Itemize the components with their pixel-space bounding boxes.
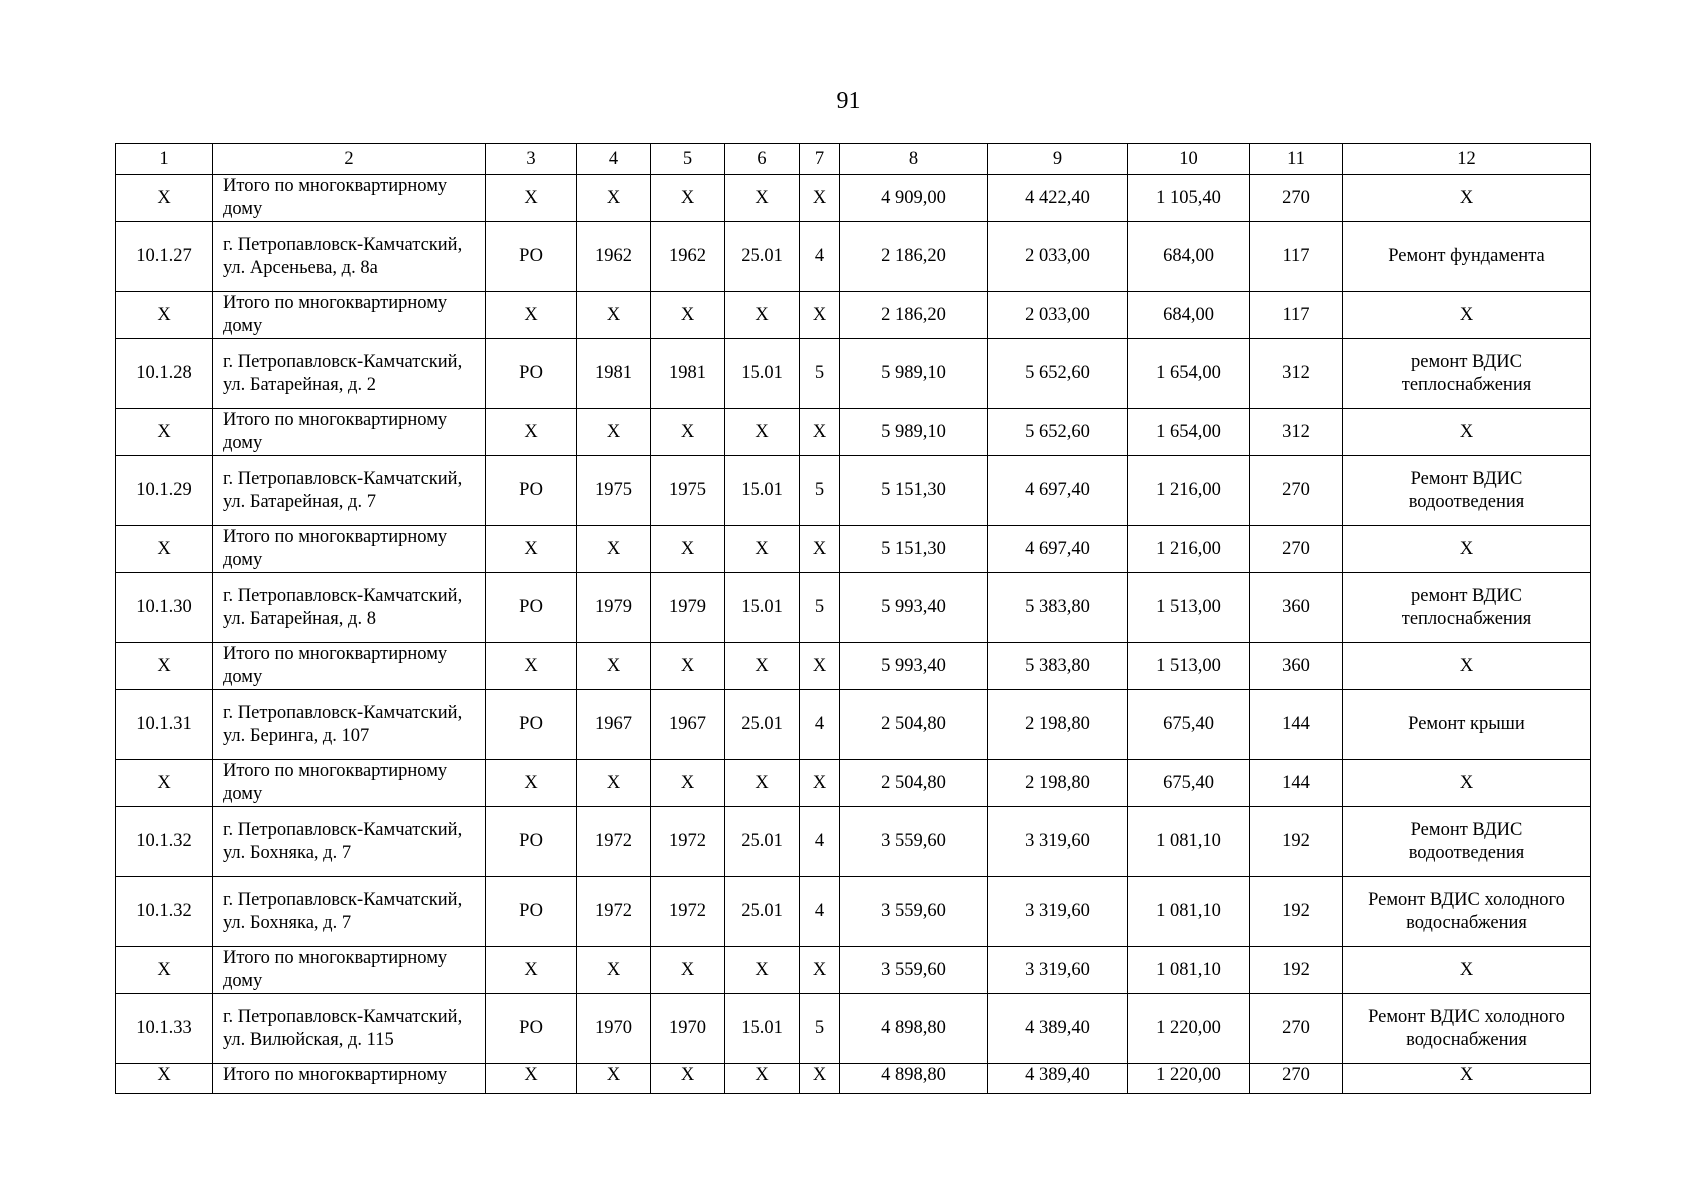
col10-cell: 1 654,00 bbox=[1128, 409, 1250, 456]
col3-cell: X bbox=[486, 526, 577, 573]
col4-cell: X bbox=[577, 760, 651, 807]
col4-cell: X bbox=[577, 947, 651, 994]
col10-cell: 675,40 bbox=[1128, 760, 1250, 807]
col8-cell: 2 504,80 bbox=[840, 760, 988, 807]
repair-type-cell: Ремонт ВДИС холодного водоснабжения bbox=[1343, 994, 1591, 1064]
item-number-cell: X bbox=[116, 175, 213, 222]
col8-cell: 5 151,30 bbox=[840, 526, 988, 573]
col11-cell: 270 bbox=[1250, 456, 1343, 526]
col5-cell: 1975 bbox=[651, 456, 725, 526]
col5-cell: X bbox=[651, 292, 725, 339]
address-cell: г. Петропавловск-Камчатский, ул. Беринга, д. 107 bbox=[213, 690, 486, 760]
col5-cell: X bbox=[651, 1064, 725, 1094]
col6-cell: 15.01 bbox=[725, 994, 800, 1064]
subtotal-row bbox=[116, 1064, 1591, 1094]
col5-cell: 1981 bbox=[651, 339, 725, 409]
col10-cell: 1 216,00 bbox=[1128, 526, 1250, 573]
subtotal-row bbox=[116, 175, 1591, 222]
col7-cell: X bbox=[800, 175, 840, 222]
col11-cell: 312 bbox=[1250, 339, 1343, 409]
subtotal-row bbox=[116, 643, 1591, 690]
column-number-row bbox=[116, 144, 1591, 175]
col6-cell: 25.01 bbox=[725, 690, 800, 760]
col9-cell: 4 389,40 bbox=[988, 994, 1128, 1064]
address-cell bbox=[213, 1064, 486, 1094]
col9-cell: 5 383,80 bbox=[988, 643, 1128, 690]
item-number-cell: X bbox=[116, 526, 213, 573]
column-header-4: 4 bbox=[577, 144, 651, 175]
col9-cell: 2 033,00 bbox=[988, 292, 1128, 339]
repair-type-cell: Ремонт ВДИС водоотведения bbox=[1343, 456, 1591, 526]
column-header-9: 9 bbox=[988, 144, 1128, 175]
col7-cell: 5 bbox=[800, 339, 840, 409]
col7-cell: X bbox=[800, 947, 840, 994]
col10-cell: 675,40 bbox=[1128, 690, 1250, 760]
item-number-cell: X bbox=[116, 409, 213, 456]
col10-cell: 1 220,00 bbox=[1128, 1064, 1250, 1094]
col3-cell: X bbox=[486, 1064, 577, 1094]
col8-cell: 3 559,60 bbox=[840, 877, 988, 947]
col6-cell: X bbox=[725, 175, 800, 222]
col8-cell: 2 504,80 bbox=[840, 690, 988, 760]
col6-cell: X bbox=[725, 643, 800, 690]
subtotal-row bbox=[116, 947, 1591, 994]
col7-cell: 4 bbox=[800, 877, 840, 947]
col9-cell: 3 319,60 bbox=[988, 877, 1128, 947]
building-row bbox=[116, 877, 1591, 947]
address-cell: Итого по многоквартирному дому bbox=[213, 175, 486, 222]
address-cell: г. Петропавловск-Камчатский, ул. Вилюйская, д. 115 bbox=[213, 994, 486, 1064]
building-row bbox=[116, 690, 1591, 760]
col11-cell: 117 bbox=[1250, 292, 1343, 339]
col9-cell: 5 652,60 bbox=[988, 409, 1128, 456]
address-cell: г. Петропавловск-Камчатский, ул. Батарейная, д. 8 bbox=[213, 573, 486, 643]
column-header-10: 10 bbox=[1128, 144, 1250, 175]
col6-cell: 25.01 bbox=[725, 222, 800, 292]
column-header-11: 11 bbox=[1250, 144, 1343, 175]
col9-cell: 5 383,80 bbox=[988, 573, 1128, 643]
item-number-cell: 10.1.32 bbox=[116, 807, 213, 877]
col6-cell: X bbox=[725, 526, 800, 573]
building-row bbox=[116, 339, 1591, 409]
column-header-8: 8 bbox=[840, 144, 988, 175]
col9-cell: 2 198,80 bbox=[988, 760, 1128, 807]
col8-cell: 2 186,20 bbox=[840, 292, 988, 339]
col5-cell: X bbox=[651, 526, 725, 573]
col8-cell: 4 898,80 bbox=[840, 1064, 988, 1094]
col8-cell: 3 559,60 bbox=[840, 947, 988, 994]
col8-cell: 5 993,40 bbox=[840, 573, 988, 643]
col3-cell: РО bbox=[486, 994, 577, 1064]
address-text: Итого по многоквартирному bbox=[223, 1065, 448, 1085]
col5-cell: 1970 bbox=[651, 994, 725, 1064]
address-cell: Итого по многоквартирному дому bbox=[213, 643, 486, 690]
repair-type-cell: Ремонт ВДИС водоотведения bbox=[1343, 807, 1591, 877]
repair-type-cell: Ремонт фундамента bbox=[1343, 222, 1591, 292]
col11-cell: 192 bbox=[1250, 807, 1343, 877]
item-number-cell: X bbox=[116, 760, 213, 807]
col3-cell: РО bbox=[486, 339, 577, 409]
repair-type-cell: X bbox=[1343, 175, 1591, 222]
building-row bbox=[116, 994, 1591, 1064]
col11-cell: 192 bbox=[1250, 877, 1343, 947]
repair-type-cell: X bbox=[1343, 760, 1591, 807]
col5-cell: 1967 bbox=[651, 690, 725, 760]
item-number-cell: 10.1.27 bbox=[116, 222, 213, 292]
col7-cell: X bbox=[800, 1064, 840, 1094]
repair-register-table bbox=[115, 143, 1591, 1094]
item-number-cell: 10.1.30 bbox=[116, 573, 213, 643]
address-cell: г. Петропавловск-Камчатский, ул. Бохняка, д. 7 bbox=[213, 807, 486, 877]
address-cell: г. Петропавловск-Камчатский, ул. Батарейная, д. 7 bbox=[213, 456, 486, 526]
col6-cell: X bbox=[725, 409, 800, 456]
col7-cell: 4 bbox=[800, 690, 840, 760]
col11-cell: 270 bbox=[1250, 175, 1343, 222]
col5-cell: X bbox=[651, 175, 725, 222]
col7-cell: X bbox=[800, 292, 840, 339]
col9-cell: 4 422,40 bbox=[988, 175, 1128, 222]
col3-cell: РО bbox=[486, 807, 577, 877]
col4-cell: 1975 bbox=[577, 456, 651, 526]
col6-cell: X bbox=[725, 292, 800, 339]
column-header-6: 6 bbox=[725, 144, 800, 175]
item-number-cell: X bbox=[116, 1064, 213, 1094]
col9-cell: 3 319,60 bbox=[988, 807, 1128, 877]
column-header-7: 7 bbox=[800, 144, 840, 175]
col10-cell: 1 513,00 bbox=[1128, 643, 1250, 690]
col11-cell: 312 bbox=[1250, 409, 1343, 456]
col5-cell: X bbox=[651, 760, 725, 807]
col3-cell: РО bbox=[486, 573, 577, 643]
item-number-cell: 10.1.28 bbox=[116, 339, 213, 409]
subtotal-row bbox=[116, 526, 1591, 573]
col6-cell: X bbox=[725, 760, 800, 807]
col3-cell: X bbox=[486, 947, 577, 994]
subtotal-row bbox=[116, 292, 1591, 339]
subtotal-row bbox=[116, 409, 1591, 456]
col6-cell: 25.01 bbox=[725, 807, 800, 877]
address-cell: Итого по многоквартирному дому bbox=[213, 409, 486, 456]
col3-cell: X bbox=[486, 292, 577, 339]
col9-cell: 4 697,40 bbox=[988, 526, 1128, 573]
col9-cell: 5 652,60 bbox=[988, 339, 1128, 409]
col7-cell: X bbox=[800, 643, 840, 690]
col11-cell: 360 bbox=[1250, 573, 1343, 643]
col11-cell: 270 bbox=[1250, 994, 1343, 1064]
col4-cell: 1970 bbox=[577, 994, 651, 1064]
col8-cell: 4 898,80 bbox=[840, 994, 988, 1064]
col7-cell: X bbox=[800, 526, 840, 573]
col3-cell: X bbox=[486, 175, 577, 222]
col3-cell: X bbox=[486, 643, 577, 690]
item-number-cell: X bbox=[116, 947, 213, 994]
col5-cell: 1972 bbox=[651, 807, 725, 877]
col6-cell: 15.01 bbox=[725, 456, 800, 526]
col5-cell: X bbox=[651, 947, 725, 994]
item-number-cell: X bbox=[116, 292, 213, 339]
col4-cell: 1979 bbox=[577, 573, 651, 643]
col5-cell: 1962 bbox=[651, 222, 725, 292]
col7-cell: X bbox=[800, 760, 840, 807]
repair-type-cell: X bbox=[1343, 526, 1591, 573]
repair-type-cell: ремонт ВДИС теплоснабжения bbox=[1343, 339, 1591, 409]
repair-type-cell: X bbox=[1343, 409, 1591, 456]
col5-cell: X bbox=[651, 409, 725, 456]
col4-cell: X bbox=[577, 643, 651, 690]
building-row bbox=[116, 573, 1591, 643]
col11-cell: 270 bbox=[1250, 526, 1343, 573]
col3-cell: РО bbox=[486, 222, 577, 292]
col10-cell: 1 081,10 bbox=[1128, 877, 1250, 947]
repair-type-cell: X bbox=[1343, 947, 1591, 994]
item-number-cell: 10.1.32 bbox=[116, 877, 213, 947]
col7-cell: 5 bbox=[800, 456, 840, 526]
col10-cell: 684,00 bbox=[1128, 292, 1250, 339]
col5-cell: 1979 bbox=[651, 573, 725, 643]
col9-cell: 2 033,00 bbox=[988, 222, 1128, 292]
repair-type-cell: Ремонт крыши bbox=[1343, 690, 1591, 760]
col10-cell: 1 216,00 bbox=[1128, 456, 1250, 526]
col6-cell: 25.01 bbox=[725, 877, 800, 947]
col9-cell: 4 697,40 bbox=[988, 456, 1128, 526]
column-header-5: 5 bbox=[651, 144, 725, 175]
col10-cell: 1 654,00 bbox=[1128, 339, 1250, 409]
address-cell: Итого по многоквартирному дому bbox=[213, 526, 486, 573]
col4-cell: X bbox=[577, 409, 651, 456]
address-cell: г. Петропавловск-Камчатский, ул. Арсеньева, д. 8а bbox=[213, 222, 486, 292]
col8-cell: 5 989,10 bbox=[840, 409, 988, 456]
item-number-cell: 10.1.31 bbox=[116, 690, 213, 760]
col8-cell: 5 151,30 bbox=[840, 456, 988, 526]
col3-cell: РО bbox=[486, 456, 577, 526]
col3-cell: X bbox=[486, 409, 577, 456]
column-header-3: 3 bbox=[486, 144, 577, 175]
col11-cell: 360 bbox=[1250, 643, 1343, 690]
col11-cell: 192 bbox=[1250, 947, 1343, 994]
address-cell: г. Петропавловск-Камчатский, ул. Бохняка, д. 7 bbox=[213, 877, 486, 947]
building-row bbox=[116, 807, 1591, 877]
col11-cell: 144 bbox=[1250, 760, 1343, 807]
col11-cell: 117 bbox=[1250, 222, 1343, 292]
col8-cell: 5 989,10 bbox=[840, 339, 988, 409]
col4-cell: X bbox=[577, 292, 651, 339]
address-cell: Итого по многоквартирному дому bbox=[213, 760, 486, 807]
col7-cell: 4 bbox=[800, 807, 840, 877]
col3-cell: X bbox=[486, 760, 577, 807]
item-number-cell: X bbox=[116, 643, 213, 690]
building-row bbox=[116, 222, 1591, 292]
address-cell: Итого по многоквартирному дому bbox=[213, 292, 486, 339]
page-number: 91 bbox=[836, 88, 861, 114]
col11-cell: 270 bbox=[1250, 1064, 1343, 1094]
col8-cell: 4 909,00 bbox=[840, 175, 988, 222]
col4-cell: X bbox=[577, 526, 651, 573]
repair-type-cell: X bbox=[1343, 1064, 1591, 1094]
col4-cell: 1962 bbox=[577, 222, 651, 292]
address-cell: Итого по многоквартирному дому bbox=[213, 947, 486, 994]
col10-cell: 1 105,40 bbox=[1128, 175, 1250, 222]
subtotal-row bbox=[116, 760, 1591, 807]
item-number-cell: 10.1.29 bbox=[116, 456, 213, 526]
col5-cell: X bbox=[651, 643, 725, 690]
col6-cell: 15.01 bbox=[725, 573, 800, 643]
col9-cell: 3 319,60 bbox=[988, 947, 1128, 994]
col4-cell: 1972 bbox=[577, 877, 651, 947]
col8-cell: 3 559,60 bbox=[840, 807, 988, 877]
col3-cell: РО bbox=[486, 877, 577, 947]
repair-type-cell: X bbox=[1343, 292, 1591, 339]
col6-cell: 15.01 bbox=[725, 339, 800, 409]
col4-cell: 1967 bbox=[577, 690, 651, 760]
column-header-2: 2 bbox=[213, 144, 486, 175]
col3-cell: РО bbox=[486, 690, 577, 760]
col10-cell: 1 220,00 bbox=[1128, 994, 1250, 1064]
col4-cell: 1972 bbox=[577, 807, 651, 877]
col5-cell: 1972 bbox=[651, 877, 725, 947]
col4-cell: 1981 bbox=[577, 339, 651, 409]
col4-cell: X bbox=[577, 1064, 651, 1094]
col10-cell: 1 513,00 bbox=[1128, 573, 1250, 643]
col10-cell: 1 081,10 bbox=[1128, 947, 1250, 994]
col11-cell: 144 bbox=[1250, 690, 1343, 760]
repair-type-cell: X bbox=[1343, 643, 1591, 690]
repair-type-cell: ремонт ВДИС теплоснабжения bbox=[1343, 573, 1591, 643]
col7-cell: 5 bbox=[800, 573, 840, 643]
col10-cell: 1 081,10 bbox=[1128, 807, 1250, 877]
col6-cell: X bbox=[725, 947, 800, 994]
col4-cell: X bbox=[577, 175, 651, 222]
col8-cell: 5 993,40 bbox=[840, 643, 988, 690]
col10-cell: 684,00 bbox=[1128, 222, 1250, 292]
col9-cell: 2 198,80 bbox=[988, 690, 1128, 760]
item-number-cell: 10.1.33 bbox=[116, 994, 213, 1064]
col7-cell: X bbox=[800, 409, 840, 456]
column-header-1: 1 bbox=[116, 144, 213, 175]
col7-cell: 5 bbox=[800, 994, 840, 1064]
col6-cell: X bbox=[725, 1064, 800, 1094]
col9-cell: 4 389,40 bbox=[988, 1064, 1128, 1094]
column-header-12: 12 bbox=[1343, 144, 1591, 175]
col7-cell: 4 bbox=[800, 222, 840, 292]
building-row bbox=[116, 456, 1591, 526]
repair-type-cell: Ремонт ВДИС холодного водоснабжения bbox=[1343, 877, 1591, 947]
address-cell: г. Петропавловск-Камчатский, ул. Батарейная, д. 2 bbox=[213, 339, 486, 409]
col8-cell: 2 186,20 bbox=[840, 222, 988, 292]
